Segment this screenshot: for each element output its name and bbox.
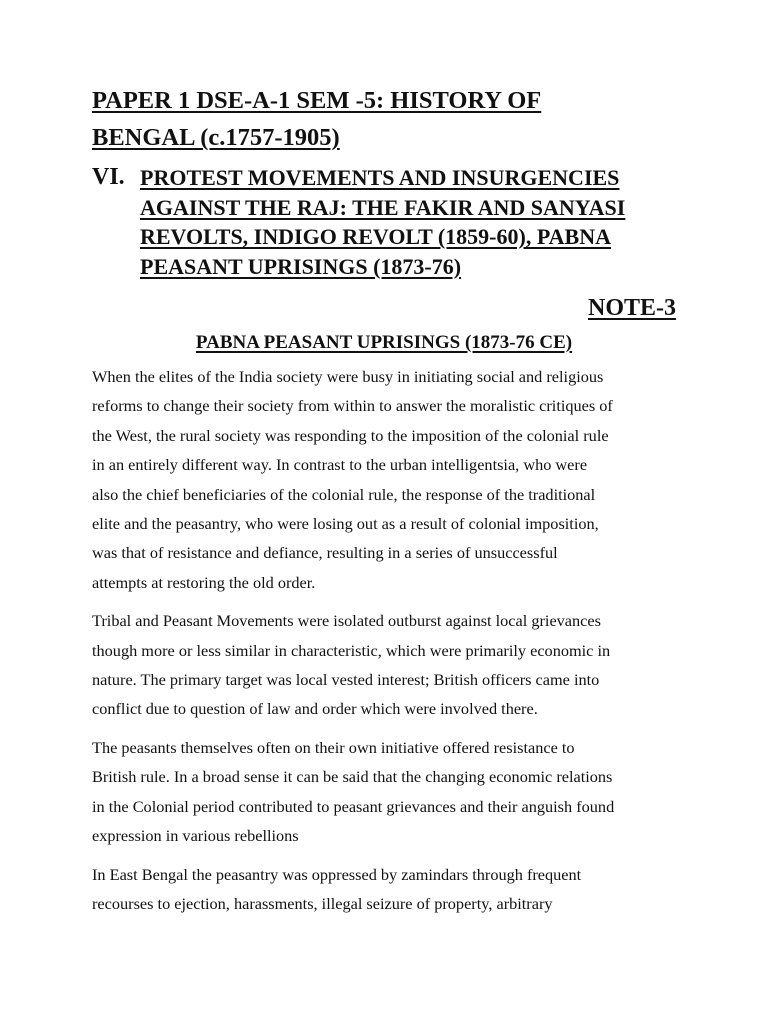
text-line: British rule. In a broad sense it can be said that the changing economic relations: [92, 767, 613, 787]
text-line: nature. The primary target was local vested interest; British officers came into: [92, 670, 600, 690]
section-title-line: PROTEST MOVEMENTS AND INSURGENCIES: [140, 165, 620, 190]
text-line: conflict due to question of law and order which were involved there.: [92, 699, 538, 719]
text-line: in the Colonial period contributed to peasant grievances and their anguish found: [92, 796, 615, 816]
text-line: also the chief beneficiaries of the colonial rule, the response of the traditional: [92, 484, 596, 504]
paper-title-line: PAPER 1 DSE-A-1 SEM -5: HISTORY OF: [92, 87, 542, 114]
text-line: in an entirely different way. In contrast to the urban intelligentsia, who were: [92, 455, 588, 475]
text-line: When the elites of the India society were busy in initiating social and religious: [92, 367, 604, 386]
topic-heading: PABNA PEASANT UPRISINGS (1873-76 CE): [195, 332, 573, 353]
text-line: Tribal and Peasant Movements were isolated outburst against local grievances: [92, 611, 601, 631]
text-line: The peasants themselves often on their own initiative offered resistance to: [92, 737, 575, 757]
document-page: [92, 82, 676, 918]
paper-title: [92, 82, 676, 156]
section-title-line: REVOLTS, INDIGO REVOLT (1859-60), PABNA: [140, 224, 611, 249]
paragraph-4: [92, 860, 676, 919]
section-title: [140, 163, 676, 281]
paper-title-line: BENGAL (c.1757-1905): [92, 124, 340, 151]
text-line: was that of resistance and defiance, resulting in a series of unsuccessful: [92, 543, 558, 563]
note-label: NOTE-3: [587, 295, 676, 321]
paragraph-3: [92, 733, 676, 851]
text-line: In East Bengal the peasantry was oppressed by zamindars through frequent: [92, 864, 582, 884]
paragraph-1: [92, 362, 676, 597]
text-line: attempts at restoring the old order.: [92, 572, 316, 592]
paragraph-2: [92, 606, 676, 724]
section-number: VI.: [92, 164, 125, 190]
section-title-line: PEASANT UPRISINGS (1873-76): [140, 253, 462, 279]
section-header: [92, 163, 676, 281]
text-line: though more or less similar in characteristic, which were primarily economic in: [92, 640, 611, 660]
section-title-line: AGAINST THE RAJ: THE FAKIR AND SANYASI: [140, 194, 626, 220]
text-line: elite and the peasantry, who were losing out as a result of colonial imposition,: [92, 514, 599, 534]
text-line: expression in various rebellions: [92, 826, 299, 846]
text-line: recourses to ejection, harassments, illegal seizure of property, arbitrary: [92, 893, 553, 913]
text-line: the West, the rural society was responding to the imposition of the colonial rule: [92, 425, 609, 445]
text-line: reforms to change their society from within to answer the moralistic critiques of: [92, 396, 613, 416]
